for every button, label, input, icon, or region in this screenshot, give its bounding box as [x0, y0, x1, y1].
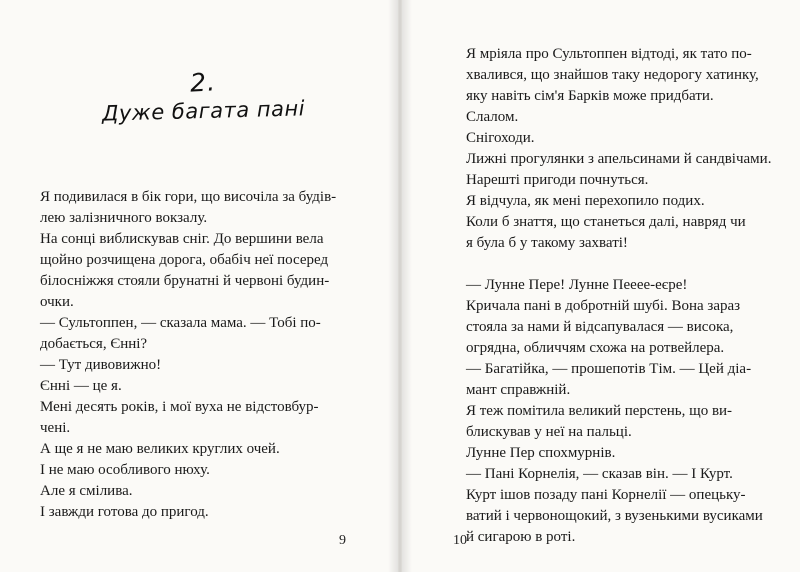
page-number-left: 9 — [339, 533, 346, 548]
text-line: І не маю особливого нюху. — [40, 462, 210, 478]
text-line: Я подивилася в бік гори, що височіла за будів- — [40, 189, 337, 205]
text-line: — Тут дивовижно! — [40, 357, 162, 373]
text-line: На сонці виблискував сніг. До вершини вела — [40, 231, 324, 247]
text-line: Єнні — це я. — [40, 378, 122, 394]
text-line: очки. — [40, 294, 74, 310]
text-line: лею залізничного вокзалу. — [40, 210, 208, 226]
text-line: А ще я не маю великих круглих очей. — [40, 441, 280, 457]
text-line: мант справжній. — [466, 382, 571, 398]
text-line: ватий і червонощокий, з вузенькими вусиками — [466, 508, 763, 524]
text-line: огрядна, обличчям схожа на ротвейлера. — [466, 340, 725, 356]
text-line: — Сультоппен, — сказала мама. — Тобі по- — [40, 315, 321, 331]
text-line: Коли б знаття, що станеться далі, навряд чи — [466, 214, 746, 230]
left-page-text — [40, 187, 360, 523]
text-line: — Багатійка, — прошепотів Тім. — Цей діа- — [466, 361, 752, 377]
text-line: Кричала пані в добротній шубі. Вона зараз — [466, 298, 741, 314]
right-page-text — [466, 44, 786, 548]
text-line: Я теж помітила великий перстень, що ви- — [466, 403, 733, 419]
text-line: Слалом. — [466, 109, 519, 125]
text-line: стояла за нами й відсапувалася — висока, — [466, 319, 734, 335]
section-break — [466, 254, 786, 275]
text-line: — Пані Корнелія, — сказав він. — І Курт. — [466, 466, 733, 482]
text-line: Мені десять років, і мої вуха не відстовбур- — [40, 399, 319, 415]
text-line: яку навіть сім'я Барків може придбати. — [466, 88, 714, 104]
text-line: І завжди готова до пригод. — [40, 504, 209, 520]
text-line: блискував у неї на пальці. — [466, 424, 632, 440]
text-line: щойно розчищена дорога, обабіч неї посеред — [40, 252, 329, 268]
text-line: Я відчула, як мені перехопило подих. — [466, 193, 705, 209]
text-line: хвалився, що знайшов таку недорогу хатинку, — [466, 67, 759, 83]
left-page — [0, 0, 398, 572]
text-line: добається, Єнні? — [40, 336, 148, 352]
text-line: Курт ішов позаду пані Корнелії — опецьку- — [466, 487, 746, 503]
text-line: чені. — [40, 420, 71, 436]
right-page — [402, 0, 800, 572]
text-line: Лижні прогулянки з апельсинами й сандвічами. — [466, 151, 772, 167]
text-line: Я мріяла про Сультоппен відтоді, як тато по- — [466, 46, 752, 62]
text-line: Лунне Пер спохмурнів. — [466, 445, 616, 461]
text-line: Нарешті пригоди почнуться. — [466, 172, 649, 188]
text-line: білосніжжя стояли брунатні й червоні будин- — [40, 273, 330, 289]
chapter-number: 2. — [189, 67, 217, 98]
text-line: Але я смілива. — [40, 483, 133, 499]
chapter-title: Дуже багата пані — [101, 96, 306, 126]
text-line: Снігоходи. — [466, 130, 535, 146]
text-line: я була б у такому захваті! — [466, 235, 628, 251]
text-line: — Лунне Пере! Лунне Пееее-еєре! — [466, 277, 688, 293]
book-gutter — [388, 0, 412, 572]
text-line: й сигарою в роті. — [466, 529, 576, 545]
page-number-right: 10 — [453, 533, 467, 548]
